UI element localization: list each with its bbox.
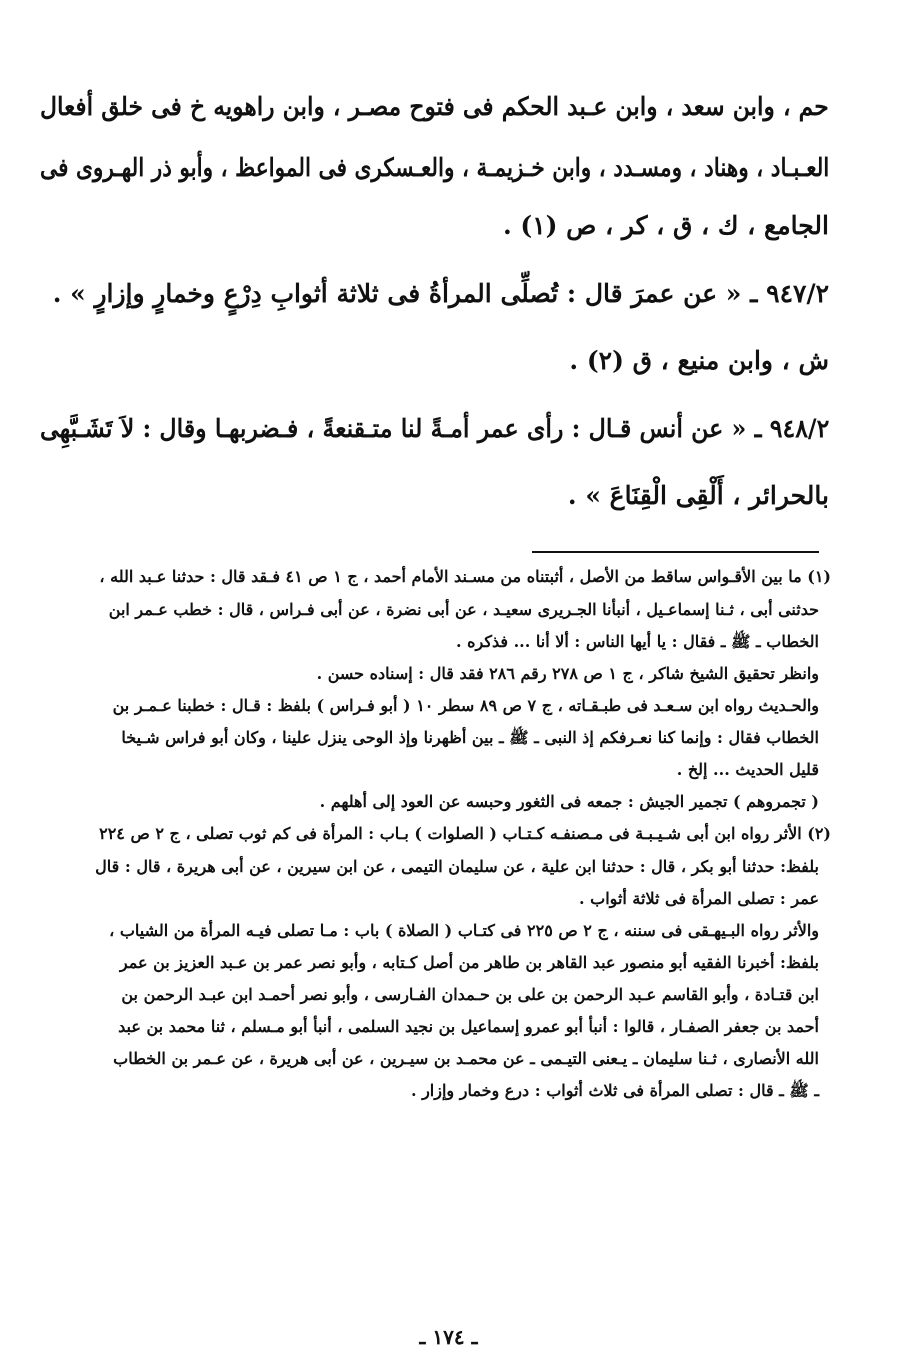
footnote-line: عمر : تصلى المرأة فى ثلاثة أثواب . [579,889,819,908]
footnote-line: وانظر تحقيق الشيخ شاكر ، ج ١ ص ٢٧٨ رقم ٢٨٦ فقد قال : إسناده حسن . [316,664,819,683]
footnote-2: (٢) الأثر رواه ابن أبى شـيـبـة فى مـصنفـه كـتـاب ( الصلوات ) بـاب : المرأة فى كم ثوب تصلى ، ج ٢ ص ٢٢٤ [99,824,831,843]
footnote-line: الله الأنصارى ، ثـنا سليمان ـ يـعنى التيـمى ـ عن محمـد بن سيـرين ، عن أبى هريرة ، عن عـمر بن الخطاب [113,1049,819,1068]
footnote-line: أحمد بن جعفر الصفـار ، قالوا : أنبأ أبو عمرو إسماعيل بن نجيد السلمى ، أنبأ أبو مـسلم ، ثنا محمد بن عبد [118,1017,819,1036]
main-text-line: الجامع ، ك ، ق ، كر ، ص (١) . [502,211,829,240]
footnote-line: الخطاب ـ ﷺ ـ فقال : يا أيها الناس : ألا أنا ... فذكره . [456,632,819,651]
footnote-line: والحـديث رواه ابن سـعـد فى طبـقـاته ، ج ٧ ص ٨٩ سطر ١٠ ( أبو فـراس ) بلفظ : قـال : خطبنا عـمـر بن [112,696,819,715]
footnote-line: الخطاب فقال : وإنما كنا نعـرفكم إذ النبى ـ ﷺ ـ بين أظهرنا وإذ الوحى ينزل علينا ، وكان أبو فراس شـيخا [121,728,819,747]
footnote-line: والأثر رواه البـيهـقى فى سننه ، ج ٢ ص ٢٢٥ فى كتـاب ( الصلاة ) باب : مـا تصلى فيـه المرأة من الشياب ، [109,921,819,940]
footnote-line: بلفظ: حدثنا أبو بكر ، قال : حدثنا ابن علية ، عن سليمان التيمى ، عن ابن سيرين ، عن أبى هريرة ، قال : قال [95,857,819,876]
footnote-line: ـ ﷺ ـ قال : تصلى المرأة فى ثلاث أثواب : درع وخمار وإزار . [410,1081,819,1100]
source-line: ش ، وابن منيع ، ق (٢) . [569,346,829,375]
main-text-line: حم ، وابن سعد ، وابن عـبد الحكم فى فتوح مصـر ، وابن راهويه خ فى خلق أفعال [40,92,829,121]
main-text-line: بالحرائر ، أَلْقِى الْقِنَاعَ » . [567,481,829,510]
footnote-separator [532,551,819,553]
hadith-948: ٩٤٨/٢ ـ « عن أنس قـال : رأى عمر أمـةً لنا متـقنعةً ، فـضربهـا وقال : لاَ تَشَـبَّهِى [39,414,829,443]
page-number: ـ ١٧٤ ـ [419,1325,478,1349]
footnote-line: قليل الحديث ... إلخ . [676,760,819,779]
main-text-line: العـبـاد ، وهناد ، ومسـدد ، وابن خـزيمـة ، والعـسكرى فى المواعظ ، وأبو ذر الهـروى فى [39,153,829,182]
footnote-1: (١) ما بين الأقـواس ساقط من الأصل ، أثبتناه من مسـند الأمام أحمد ، ج ١ ص ٤١ فـقد قال : حدثنا عـبد الله ، [99,567,831,586]
footnote-line: ابن قتـادة ، وأبو القاسم عـبد الرحمن بن على بن حـمدان الفـارسى ، وأبو نصر أحمـد ابن عبـد الرحمن بن [121,985,819,1004]
footnote-line: بلفظ: أخبرنا الفقيه أبو منصور عبد القاهر بن طاهر من أصل كـتابه ، وأبو نصر عمر بن عـبد العزيز بن عمر [119,953,819,972]
footnote-line: حدثنى أبى ، ثـنا إسماعـيل ، أنبأنا الجـريرى سعيـد ، عن أبى نضرة ، عن أبى فـراس ، قال : خطب عـمر ابن [108,600,819,619]
footnote-line: ( تجمروهم ) تجمير الجيش : جمعه فى الثغور وحبسه عن العود إلى أهلهم . [319,792,819,811]
hadith-947: ٩٤٧/٢ ـ « عن عمرَ قال : تُصلِّى المرأةُ فى ثلاثة أثوابِ دِرْعٍ وخمارٍ وإزارٍ » . [52,279,829,308]
